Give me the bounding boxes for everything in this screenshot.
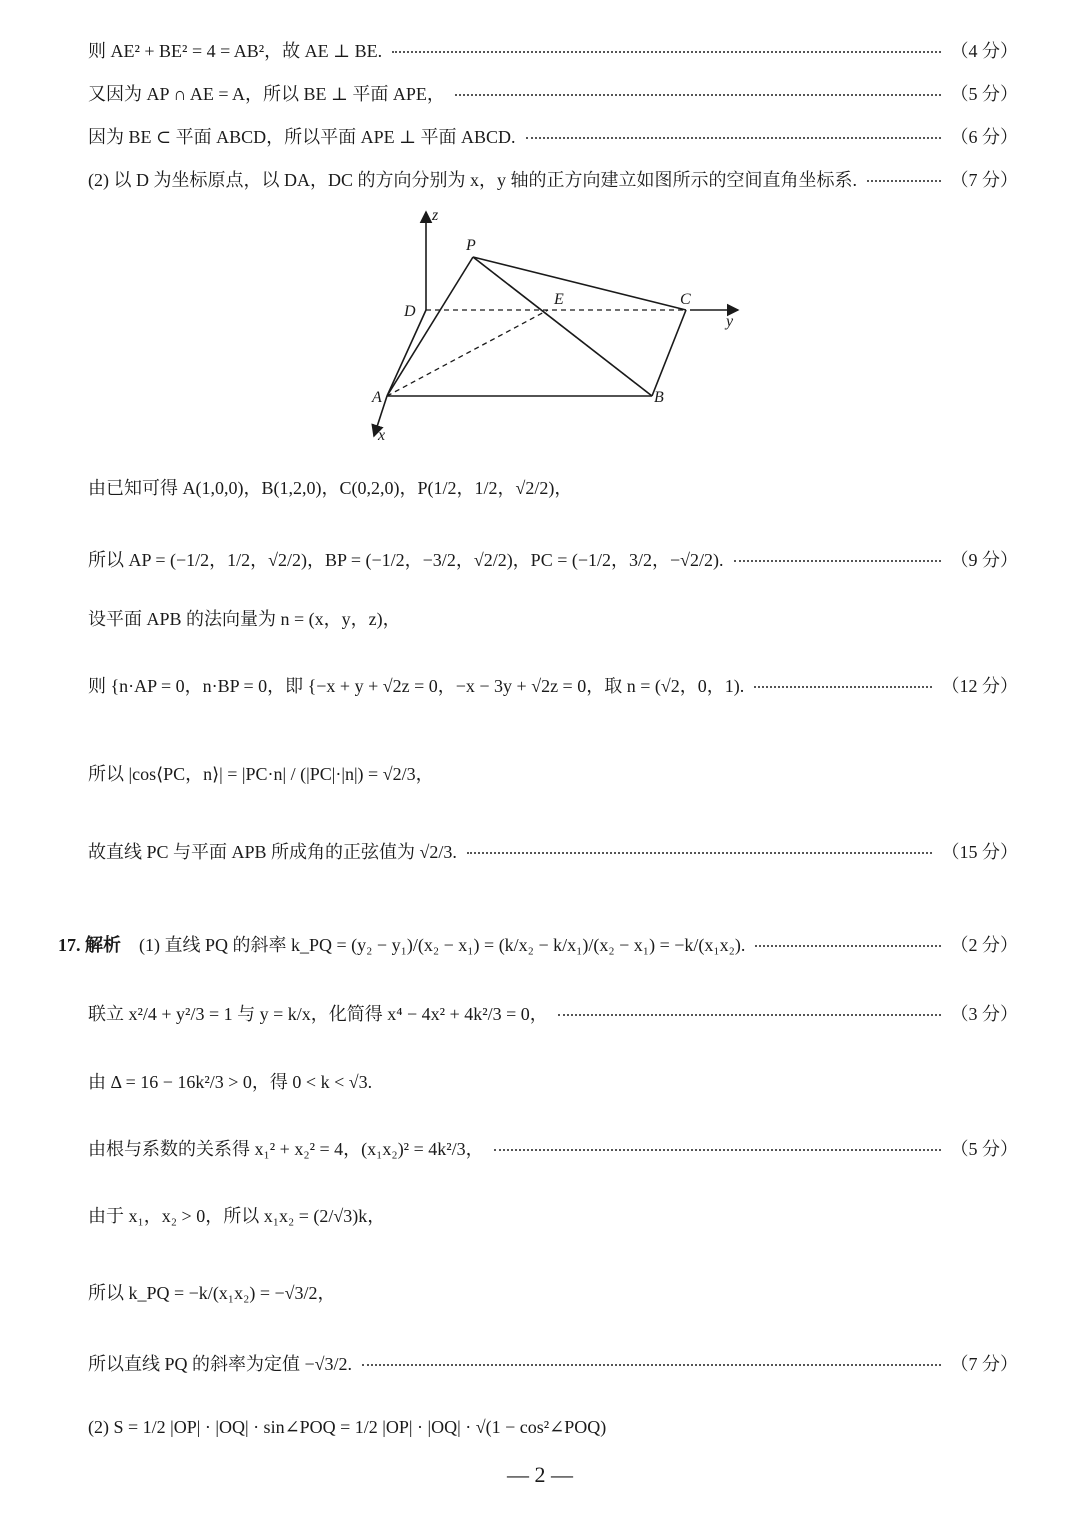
line-text: 由 Δ = 16 − 16k²/3 > 0，得 0 < k < √3. bbox=[88, 1072, 373, 1092]
line-text: (2) S = 1/2 |OP| · |OQ| · sin∠POQ = 1/2 |OP| · |OQ| · √(1 − cos²∠POQ) bbox=[88, 1417, 607, 1437]
solution-line-10 bbox=[88, 838, 1018, 864]
edge-AD bbox=[387, 310, 426, 396]
dot-leader bbox=[558, 1014, 941, 1016]
line-text: 由根与系数的关系得 x₁² + x₂² = 4，(x₁x₂)² = 4k²/3， bbox=[88, 1139, 484, 1159]
score-label: （3 分） bbox=[950, 1004, 1018, 1024]
label-E: E bbox=[554, 291, 564, 308]
score-label: （2 分） bbox=[950, 935, 1018, 955]
label-D: D bbox=[404, 303, 416, 320]
solution-line-16 bbox=[88, 1279, 1018, 1305]
edge-PC bbox=[473, 257, 686, 310]
dot-leader bbox=[467, 852, 932, 854]
label-P: P bbox=[466, 237, 476, 254]
line-text: 所以 k_PQ = −k/(x₁x₂) = −√3/2， bbox=[88, 1283, 336, 1303]
line-text: (2) 以 D 为坐标原点，以 DA，DC 的方向分别为 x，y 轴的正方向建立如图所示的空间直角坐标系. bbox=[88, 170, 857, 190]
line-text: 由于 x₁，x₂ > 0，所以 x₁x₂ = (2/√3)k， bbox=[88, 1206, 386, 1226]
solution-line-6 bbox=[88, 546, 1018, 572]
solution-line-15 bbox=[88, 1202, 1018, 1228]
solution-line-9 bbox=[88, 760, 1018, 786]
label-C: C bbox=[680, 291, 691, 308]
dot-leader bbox=[755, 945, 940, 947]
score-label: （6 分） bbox=[950, 127, 1018, 147]
solution-line-7 bbox=[88, 605, 1018, 631]
dot-leader bbox=[494, 1149, 941, 1151]
solution-line-17 bbox=[88, 1350, 1018, 1376]
score-label: （12 分） bbox=[941, 676, 1018, 696]
solution-line-5 bbox=[88, 474, 1018, 500]
dot-leader bbox=[362, 1364, 940, 1366]
solution-line-4 bbox=[88, 166, 1018, 192]
line-text: 由已知可得 A(1,0,0)，B(1,2,0)，C(0,2,0)，P(1/2，1/2，√2/2)， bbox=[88, 478, 573, 498]
label-y: y bbox=[726, 313, 734, 330]
score-label: （5 分） bbox=[950, 1139, 1018, 1159]
score-label: （9 分） bbox=[950, 550, 1018, 570]
line-text: 因为 BE ⊂ 平面 ABCD，所以平面 APE ⊥ 平面 ABCD. bbox=[88, 127, 516, 147]
edge-AE-dashed bbox=[387, 310, 548, 396]
page-number: — 2 — bbox=[507, 1462, 573, 1487]
score-label: （5 分） bbox=[950, 84, 1018, 104]
score-label: （15 分） bbox=[941, 842, 1018, 862]
line-text: 故直线 PC 与平面 APB 所成角的正弦值为 √2/3. bbox=[88, 842, 457, 862]
label-z: z bbox=[432, 207, 439, 224]
score-label: （7 分） bbox=[950, 170, 1018, 190]
label-B: B bbox=[654, 389, 664, 406]
solution-line-11 bbox=[58, 931, 1018, 957]
edge-PA bbox=[387, 257, 473, 396]
line-text: 则 AE² + BE² = 4 = AB²，故 AE ⊥ BE. bbox=[88, 41, 383, 61]
edge-BC bbox=[652, 310, 686, 396]
solution-line-13 bbox=[88, 1068, 1018, 1094]
coordinate-figure bbox=[360, 200, 760, 450]
solution-line-18 bbox=[88, 1417, 1018, 1438]
line-text: (1) 直线 PQ 的斜率 k_PQ = (y₂ − y₁)/(x₂ − x₁) = (k/x₂ − k/x₁)/(x₂ − x₁) = −k/(x₁x₂). bbox=[139, 935, 746, 955]
line-text: 所以直线 PQ 的斜率为定值 −√3/2. bbox=[88, 1354, 353, 1374]
solution-line-1 bbox=[88, 37, 1018, 63]
score-label: （4 分） bbox=[950, 41, 1018, 61]
dot-leader bbox=[734, 560, 941, 562]
edge-PEB bbox=[473, 257, 652, 396]
dot-leader bbox=[526, 137, 941, 139]
score-label: （7 分） bbox=[950, 1354, 1018, 1374]
dot-leader bbox=[455, 94, 941, 96]
label-A: A bbox=[372, 389, 382, 406]
label-x: x bbox=[378, 427, 386, 444]
problem-label: 17. 解析 bbox=[58, 935, 121, 955]
solution-line-8 bbox=[88, 672, 1018, 698]
line-text: 所以 |cos⟨PC，n⟩| = |PC·n| / (|PC|·|n|) = √2/3， bbox=[88, 764, 434, 784]
solution-line-12 bbox=[88, 1000, 1018, 1026]
line-text: 联立 x²/4 + y²/3 = 1 与 y = k/x，化简得 x⁴ − 4x² + 4k²/3 = 0， bbox=[88, 1004, 548, 1024]
line-text: 则 {n·AP = 0，n·BP = 0，即 {−x + y + √2z = 0，−x − 3y + √2z = 0，取 n = (√2，0，1). bbox=[88, 676, 745, 696]
solution-line-14 bbox=[88, 1135, 1018, 1161]
line-text: 又因为 AP ∩ AE = A，所以 BE ⊥ 平面 APE， bbox=[88, 84, 445, 104]
line-text: 所以 AP = (−1/2，1/2，√2/2)，BP = (−1/2，−3/2，√2/2)，PC = (−1/2，3/2，−√2/2). bbox=[88, 550, 724, 570]
solution-line-3 bbox=[88, 123, 1018, 149]
line-text: 设平面 APB 的法向量为 n = (x，y，z)， bbox=[88, 609, 401, 629]
dot-leader bbox=[867, 180, 941, 182]
dot-leader bbox=[754, 686, 931, 688]
solution-line-2 bbox=[88, 80, 1018, 106]
dot-leader bbox=[392, 51, 940, 53]
